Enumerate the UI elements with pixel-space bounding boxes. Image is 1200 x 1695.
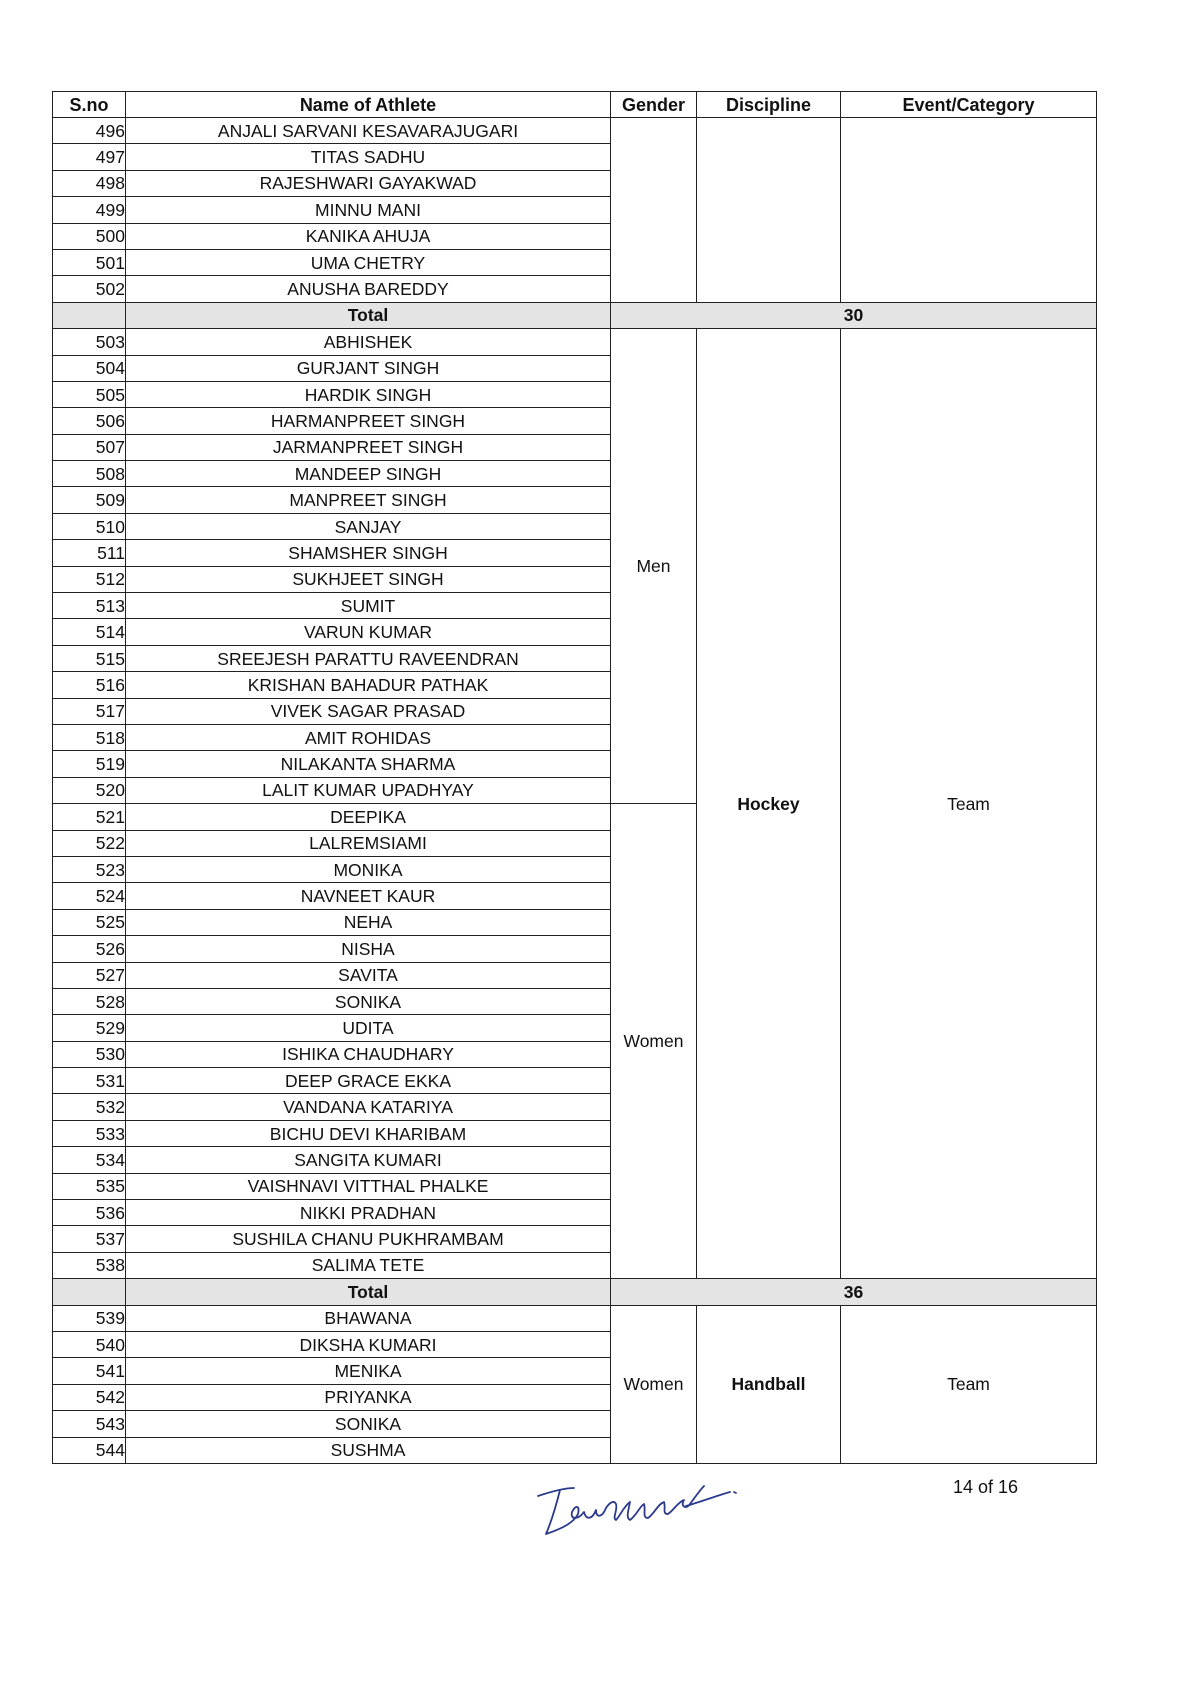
athlete-name-cell: SHAMSHER SINGH [126, 540, 611, 566]
athlete-name-cell: SUMIT [126, 593, 611, 619]
total-row [53, 1279, 1097, 1305]
sno-cell: 525 [53, 909, 126, 935]
sno-cell: 542 [53, 1384, 126, 1410]
athlete-name-cell: NISHA [126, 936, 611, 962]
sno-cell: 544 [53, 1437, 126, 1463]
sno-cell: 520 [53, 777, 126, 803]
sno-cell: 521 [53, 804, 126, 830]
athlete-name-cell: HARDIK SINGH [126, 381, 611, 407]
athlete-name-cell: DIKSHA KUMARI [126, 1331, 611, 1357]
gender-cell-handball: Women [611, 1305, 697, 1463]
sno-cell: 502 [53, 276, 126, 302]
athlete-name-cell: ISHIKA CHAUDHARY [126, 1041, 611, 1067]
athlete-name-cell: BHAWANA [126, 1305, 611, 1331]
athlete-name-cell: LALIT KUMAR UPADHYAY [126, 777, 611, 803]
athlete-name-cell: VAISHNAVI VITTHAL PHALKE [126, 1173, 611, 1199]
athlete-name-cell: DEEPIKA [126, 804, 611, 830]
sno-cell: 503 [53, 329, 126, 355]
gender-cell-women: Women [611, 804, 697, 1279]
athlete-name-cell: SALIMA TETE [126, 1252, 611, 1278]
discipline-cell [697, 118, 841, 303]
signature [530, 1462, 740, 1542]
header-name: Name of Athlete [126, 92, 611, 118]
sno-cell: 506 [53, 408, 126, 434]
athlete-name-cell: PRIYANKA [126, 1384, 611, 1410]
sno-cell: 508 [53, 461, 126, 487]
sno-cell: 531 [53, 1068, 126, 1094]
sno-cell: 509 [53, 487, 126, 513]
roster-body [53, 118, 1097, 1464]
total-label: Total [126, 1279, 611, 1305]
sno-cell: 524 [53, 883, 126, 909]
sno-cell: 532 [53, 1094, 126, 1120]
sno-cell: 513 [53, 593, 126, 619]
gender-cell-men: Men [611, 329, 697, 804]
header-sno: S.no [53, 92, 126, 118]
sno-cell: 512 [53, 566, 126, 592]
sno-cell: 499 [53, 197, 126, 223]
sno-cell: 523 [53, 856, 126, 882]
sno-cell: 500 [53, 223, 126, 249]
header-discipline: Discipline [697, 92, 841, 118]
sno-cell: 497 [53, 144, 126, 170]
event-cell-hockey: Team [841, 329, 1097, 1279]
athlete-name-cell: NEHA [126, 909, 611, 935]
athlete-name-cell: LALREMSIAMI [126, 830, 611, 856]
total-blank-cell [53, 302, 126, 328]
athlete-name-cell: ANUSHA BAREDDY [126, 276, 611, 302]
discipline-cell-handball: Handball [697, 1305, 841, 1463]
sno-cell: 496 [53, 118, 126, 144]
sno-cell: 535 [53, 1173, 126, 1199]
sno-cell: 517 [53, 698, 126, 724]
header-event: Event/Category [841, 92, 1097, 118]
athlete-name-cell: SONIKA [126, 1411, 611, 1437]
athlete-name-cell: NILAKANTA SHARMA [126, 751, 611, 777]
gender-cell [611, 118, 697, 303]
athlete-name-cell: BICHU DEVI KHARIBAM [126, 1120, 611, 1146]
sno-cell: 510 [53, 513, 126, 539]
athlete-name-cell: SAVITA [126, 962, 611, 988]
sno-cell: 536 [53, 1200, 126, 1226]
athlete-name-cell: UDITA [126, 1015, 611, 1041]
sno-cell: 507 [53, 434, 126, 460]
sno-cell: 526 [53, 936, 126, 962]
athlete-name-cell: MANDEEP SINGH [126, 461, 611, 487]
athlete-name-cell: MENIKA [126, 1358, 611, 1384]
athlete-name-cell: VANDANA KATARIYA [126, 1094, 611, 1120]
athlete-name-cell: AMIT ROHIDAS [126, 724, 611, 750]
athlete-name-cell: VARUN KUMAR [126, 619, 611, 645]
sno-cell: 518 [53, 724, 126, 750]
athlete-name-cell: SUKHJEET SINGH [126, 566, 611, 592]
athlete-name-cell: NAVNEET KAUR [126, 883, 611, 909]
athlete-name-cell: ANJALI SARVANI KESAVARAJUGARI [126, 118, 611, 144]
athlete-name-cell: HARMANPREET SINGH [126, 408, 611, 434]
athlete-name-cell: GURJANT SINGH [126, 355, 611, 381]
sno-cell: 528 [53, 988, 126, 1014]
sno-cell: 530 [53, 1041, 126, 1067]
discipline-cell-hockey: Hockey [697, 329, 841, 1279]
sno-cell: 522 [53, 830, 126, 856]
athlete-name-cell: SANGITA KUMARI [126, 1147, 611, 1173]
athlete-name-cell: SUSHMA [126, 1437, 611, 1463]
header-row [53, 92, 1097, 118]
athlete-name-cell: DEEP GRACE EKKA [126, 1068, 611, 1094]
athlete-name-cell: SONIKA [126, 988, 611, 1014]
athlete-name-cell: JARMANPREET SINGH [126, 434, 611, 460]
total-value: 30 [611, 302, 1097, 328]
athlete-name-cell: SANJAY [126, 513, 611, 539]
athlete-roster-table [52, 91, 1097, 1464]
athlete-name-cell: MINNU MANI [126, 197, 611, 223]
sno-cell: 527 [53, 962, 126, 988]
sno-cell: 529 [53, 1015, 126, 1041]
sno-cell: 543 [53, 1411, 126, 1437]
header-gender: Gender [611, 92, 697, 118]
event-cell [841, 118, 1097, 303]
table-row [53, 1305, 1097, 1331]
athlete-name-cell: ABHISHEK [126, 329, 611, 355]
sno-cell: 498 [53, 170, 126, 196]
athlete-name-cell: SREEJESH PARATTU RAVEENDRAN [126, 645, 611, 671]
sno-cell: 519 [53, 751, 126, 777]
sno-cell: 538 [53, 1252, 126, 1278]
sno-cell: 514 [53, 619, 126, 645]
athlete-name-cell: TITAS SADHU [126, 144, 611, 170]
sno-cell: 541 [53, 1358, 126, 1384]
table-row [53, 118, 1097, 144]
total-value: 36 [611, 1279, 1097, 1305]
total-label: Total [126, 302, 611, 328]
sno-cell: 505 [53, 381, 126, 407]
page-number: 14 of 16 [953, 1477, 1019, 1497]
sno-cell: 534 [53, 1147, 126, 1173]
sno-cell: 516 [53, 672, 126, 698]
sno-cell: 501 [53, 249, 126, 275]
athlete-name-cell: MANPREET SINGH [126, 487, 611, 513]
sno-cell: 504 [53, 355, 126, 381]
athlete-name-cell: MONIKA [126, 856, 611, 882]
sno-cell: 511 [53, 540, 126, 566]
total-blank-cell [53, 1279, 126, 1305]
athlete-name-cell: KANIKA AHUJA [126, 223, 611, 249]
athlete-name-cell: RAJESHWARI GAYAKWAD [126, 170, 611, 196]
sno-cell: 540 [53, 1331, 126, 1357]
athlete-name-cell: KRISHAN BAHADUR PATHAK [126, 672, 611, 698]
sno-cell: 515 [53, 645, 126, 671]
athlete-name-cell: SUSHILA CHANU PUKHRAMBAM [126, 1226, 611, 1252]
athlete-name-cell: NIKKI PRADHAN [126, 1200, 611, 1226]
athlete-name-cell: VIVEK SAGAR PRASAD [126, 698, 611, 724]
event-cell-handball: Team [841, 1305, 1097, 1463]
total-row [53, 302, 1097, 328]
table-row [53, 329, 1097, 355]
sno-cell: 533 [53, 1120, 126, 1146]
sno-cell: 537 [53, 1226, 126, 1252]
athlete-name-cell: UMA CHETRY [126, 249, 611, 275]
sno-cell: 539 [53, 1305, 126, 1331]
